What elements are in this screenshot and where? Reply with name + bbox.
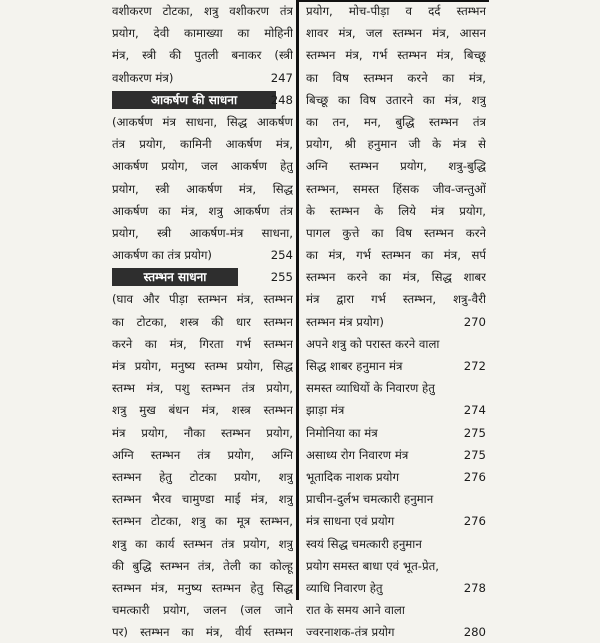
toc-line: वशीकरण टोटका, शत्रु वशीकरण तंत्र [112, 4, 293, 18]
page-number: 275 [463, 447, 486, 462]
toc-line: बिच्छू का विष उतारने का मंत्र, शत्रु [306, 92, 486, 107]
toc-line: करने का मंत्र, गिरता गर्भ स्तम्भन [112, 336, 293, 351]
toc-line: स्तम्भन, समस्त हिंसक जीव-जन्तुओं [306, 181, 486, 196]
page-number: 276 [463, 514, 486, 529]
page-number: 247 [270, 70, 293, 85]
toc-line: आकर्षण का मंत्र, शत्रु आकर्षण तंत्र [112, 203, 293, 218]
toc-line: मंत्र प्रयोग, नौका स्तम्भन प्रयोग, [112, 425, 293, 440]
toc-line: तंत्र प्रयोग, कामिनी आकर्षण मंत्र, [112, 137, 293, 152]
toc-entry: मंत्र साधना एवं प्रयोग 276 [306, 510, 486, 532]
page-number: 254 [270, 248, 293, 263]
section-heading-label: आकर्षण की साधना [112, 91, 276, 109]
toc-line: का तन, मन, बुद्धि स्तम्भन तंत्र [306, 114, 486, 129]
toc-entry: समस्त व्याधियों के निवारण हेतु [306, 381, 435, 396]
toc-line: के स्तम्भन के लिये मंत्र प्रयोग, [306, 203, 486, 218]
toc-line: अग्नि स्तम्भन प्रयोग, शत्रु-बुद्धि [306, 159, 486, 174]
toc-entry: असाध्य रोग निवारण मंत्र 275 [306, 444, 486, 466]
toc-entry: आकर्षण का तंत्र प्रयोग) 254 [112, 244, 293, 266]
toc-line: स्तम्भन हेतु टोटका प्रयोग, शत्रु [112, 469, 293, 484]
toc-entry: प्राचीन-दुर्लभ चमत्कारी हनुमान [306, 492, 434, 507]
toc-line: स्तम्भन मंत्र, मनुष्य स्तम्भन हेतु सिद्ध [112, 580, 293, 595]
toc-line: स्तम्भन टोटका, शत्रु का मूत्र स्तम्भन, [112, 514, 293, 529]
toc-entry: सिद्ध शाबर हनुमान मंत्र 272 [306, 355, 486, 377]
toc-line: प्रयोग, देवी कामाख्या का मोहिनी [112, 26, 293, 41]
page-number: 275 [463, 425, 486, 440]
toc-entry: स्तम्भन मंत्र प्रयोग) 270 [306, 311, 486, 333]
toc-line: का मंत्र, गर्भ स्तम्भन का मंत्र, सर्प [306, 248, 486, 263]
toc-entry: स्वयं सिद्ध चमत्कारी हनुमान [306, 536, 422, 551]
toc-line: आकर्षण प्रयोग, जल आकर्षण हेतु [112, 159, 293, 174]
section-heading-akarshan [112, 89, 293, 111]
left-column [112, 0, 293, 643]
toc-line: स्तम्भन करने का मंत्र, सिद्ध शाबर [306, 270, 486, 285]
toc-line: प्रयोग, मोच-पीड़ा व दर्द स्तम्भन [306, 4, 486, 18]
column-divider [296, 0, 299, 600]
toc-entry: वशीकरण मंत्र) 247 [112, 67, 293, 89]
toc-line: स्तम्भन भैरव चामुण्डा माई मंत्र, शत्रु [112, 492, 293, 507]
toc-line: प्रयोग, स्त्री आकर्षण मंत्र, सिद्ध [112, 181, 293, 196]
page-number: 280 [463, 625, 486, 640]
toc-line: (आकर्षण मंत्र साधना, सिद्ध आकर्षण [112, 114, 293, 129]
toc-line: मंत्र द्वारा गर्भ स्तम्भन, शत्रु-वैरी [306, 292, 486, 307]
toc-line: का विष स्तम्भन करने का मंत्र, [306, 70, 486, 85]
toc-line: पागल कुत्ते का विष स्तम्भन करने [306, 225, 486, 240]
toc-entry: व्याधि निवारण हेतु 278 [306, 577, 486, 599]
section-heading-label: स्तम्भन साधना [112, 268, 238, 286]
toc-entry: भूतादिक नाशक प्रयोग 276 [306, 466, 486, 488]
toc-line: चमत्कारी प्रयोग, जलन (जल जाने [112, 603, 293, 618]
page-number: 272 [463, 359, 486, 373]
toc-entry: अपने शत्रु को परास्त करने वाला [306, 336, 440, 351]
toc-entry: निमोनिया का मंत्र 275 [306, 422, 486, 444]
page-number: 274 [463, 403, 486, 418]
toc-line: का टोटका, शस्त्र की धार स्तम्भन [112, 314, 293, 329]
toc-entry: झाड़ा मंत्र 274 [306, 399, 486, 421]
toc-line: शत्रु मुख बंधन मंत्र, शस्त्र स्तम्भन [112, 403, 293, 418]
toc-line: (घाव और पीड़ा स्तम्भन मंत्र, स्तम्भन [112, 292, 293, 307]
toc-line: मंत्र, स्त्री की पुतली बनाकर (स्त्री [112, 48, 293, 63]
toc-line: प्रयोग, श्री हनुमान जी के मंत्र से [306, 137, 486, 152]
toc-line: शावर मंत्र, जल स्तम्भन मंत्र, आसन [306, 26, 486, 41]
toc-line: प्रयोग, स्त्री आकर्षण-मंत्र साधना, [112, 225, 293, 240]
toc-line: पर) स्तम्भन का मंत्र, वीर्य स्तम्भन [112, 625, 293, 640]
toc-entry: ज्वरनाशक-तंत्र प्रयोग 280 [306, 621, 486, 643]
page-number: 276 [463, 469, 486, 484]
page-number: 255 [270, 270, 293, 285]
toc-line: अग्नि स्तम्भन तंत्र प्रयोग, अग्नि [112, 447, 293, 462]
toc-line: की बुद्धि स्तम्भन तंत्र, तेली का कोल्हू [112, 558, 293, 573]
page-number: 248 [270, 92, 293, 107]
toc-entry: प्रयोग समस्त बाधा एवं भूत-प्रेत, [306, 558, 439, 573]
page-number: 270 [463, 314, 486, 329]
right-column [306, 0, 486, 643]
toc-entry: रात के समय आने वाला [306, 603, 405, 618]
page-number: 278 [463, 580, 486, 595]
toc-line: स्तम्भ मंत्र, पशु स्तम्भन तंत्र प्रयोग, [112, 381, 293, 396]
toc-line: स्तम्भन मंत्र, गर्भ स्तम्भन मंत्र, बिच्छू [306, 48, 486, 63]
toc-line: मंत्र प्रयोग, मनुष्य स्तम्भ प्रयोग, सिद्ध [112, 359, 293, 373]
section-heading-stambhan [112, 266, 293, 288]
toc-line: शत्रु का कार्य स्तम्भन तंत्र प्रयोग, शत्रु [112, 536, 293, 551]
